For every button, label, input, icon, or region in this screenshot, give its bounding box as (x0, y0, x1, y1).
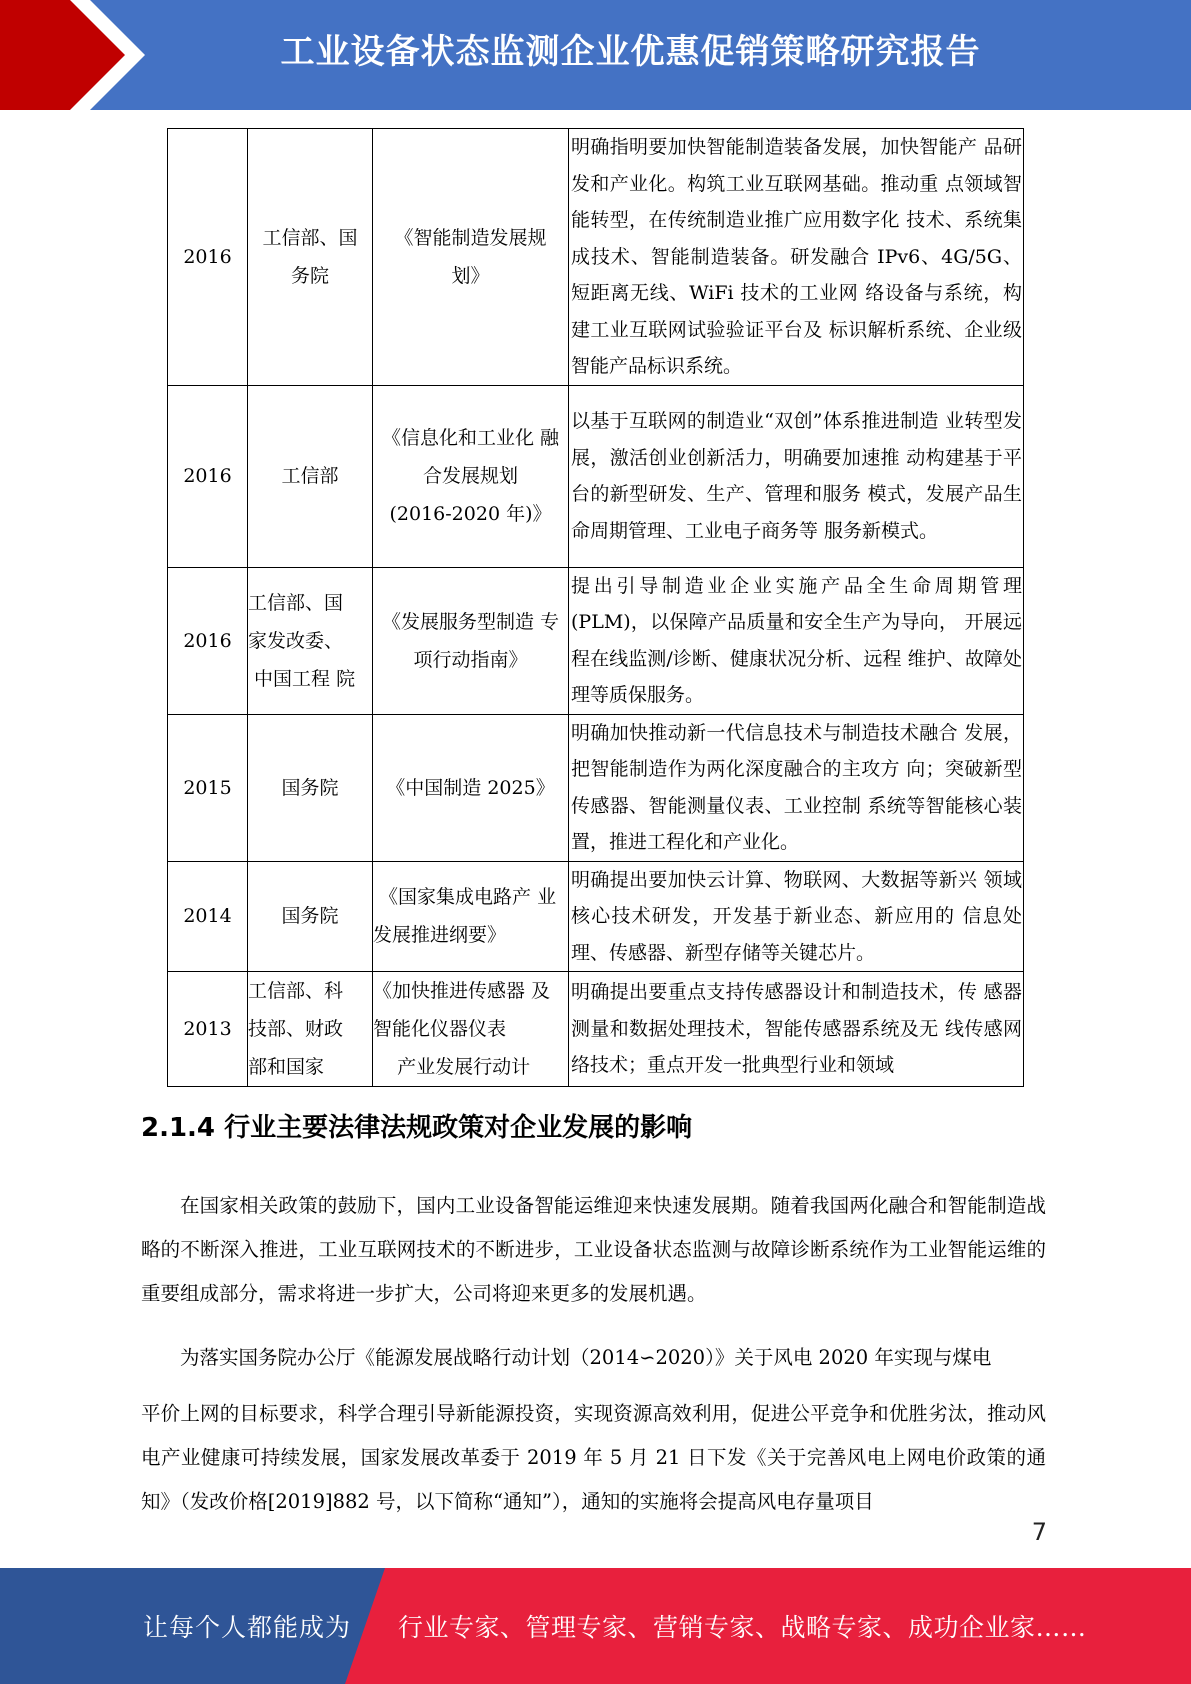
table-row (168, 567, 1024, 714)
year-cell: 2016 (168, 567, 248, 714)
footer-slogan-left: 让每个人都能成为 (143, 1613, 352, 1642)
page-header (0, 0, 1191, 110)
department-cell: 工信部、国 家发改委、 中国工程 院 (248, 567, 373, 714)
policy-name-cell: 《智能制造发展规 划》 (373, 129, 569, 386)
policy-description-cell: 明确提出要加快云计算、物联网、大数据等新兴 领域核心技术研发，开发基于新业态、新应用的 信息处理、传感器、新型存储等关键芯片。 (569, 861, 1024, 972)
policy-name-cell: 《加快推进传感器 及 智能化仪器仪表 产业发展行动计 (373, 972, 569, 1087)
department-cell: 国务院 (248, 861, 373, 972)
header-red-arrow-decoration (0, 0, 150, 110)
table-row (168, 129, 1024, 386)
department-cell: 工信部、国 务院 (248, 129, 373, 386)
year-cell: 2016 (168, 129, 248, 386)
policy-name-cell: 《国家集成电路产 业 发展推进纲要》 (373, 861, 569, 972)
policy-name-cell: 《发展服务型制造 专 项行动指南》 (373, 567, 569, 714)
policy-description-cell: 以基于互联网的制造业“双创”体系推进制造 业转型发展，激活创业创新活力，明确要加速推 动构建基于平台的新型研发、生产、管理和服务 模式，发展产品生命周期管理、工业电子商务等 服务新模式。 (569, 385, 1024, 567)
paragraph-line: 为落实国务院办公厅《能源发展战略行动计划（2014∽2020）》关于风电 2020 年实现与煤电 (180, 1346, 992, 1369)
policy-table (167, 128, 1024, 1087)
body-paragraph: 在国家相关政策的鼓励下，国内工业设备智能运维迎来快速发展期。随着我国两化融合和智能制造战略的不断深入推进，工业互联网技术的不断进步，工业设备状态监测与故障诊断系统作为工业智能运维的重要组成部分，需求将进一步扩大，公司将迎来更多的发展机遇。 (141, 1194, 1046, 1305)
report-title: 工业设备状态监测企业优惠促销策略研究报告 (280, 32, 981, 72)
year-cell: 2013 (168, 972, 248, 1087)
page-footer (0, 1568, 1191, 1684)
table-row (168, 972, 1024, 1087)
year-cell: 2015 (168, 714, 248, 861)
section-heading: 2.1.4 行业主要法律法规政策对企业发展的影响 (141, 1113, 693, 1143)
year-cell: 2014 (168, 861, 248, 972)
department-cell: 国务院 (248, 714, 373, 861)
page-number: 7 (1031, 1518, 1047, 1546)
table-row (168, 714, 1024, 861)
table-row (168, 385, 1024, 567)
policy-name-cell: 《中国制造 2025》 (373, 714, 569, 861)
department-cell: 工信部 (248, 385, 373, 567)
table-row (168, 861, 1024, 972)
policy-description-cell: 明确指明要加快智能制造装备发展，加快智能产 品研发和产业化。构筑工业互联网基础。推动重 点领域智能转型，在传统制造业推广应用数字化 技术、系统集成技术、智能制造装备。研发融合 IPv6、4G/5G、短距离无线、WiFi 技术的工业网 络设备与系统，构建工业互联网试验验证平台及 标识解析系统、企业级智能产品标识系统。 (569, 129, 1024, 386)
footer-slogan-right: 行业专家、管理专家、营销专家、战略专家、成功企业家…… (398, 1613, 1087, 1642)
policy-description-cell: 提出引导制造业企业实施产品全生命周期管理(PLM)，以保障产品质量和安全生产为导向， 开展远程在线监测/诊断、健康状况分析、远程 维护、故障处理等质保服务。 (569, 567, 1024, 714)
year-cell: 2016 (168, 385, 248, 567)
policy-description-cell: 明确加快推动新一代信息技术与制造技术融合 发展，把智能制造作为两化深度融合的主攻方 向；突破新型传感器、智能测量仪表、工业控制 系统等智能核心装置，推进工程化和产业化。 (569, 714, 1024, 861)
policy-description-cell: 明确提出要重点支持传感器设计和制造技术，传 感器测量和数据处理技术，智能传感器系统及无 线传感网络技术；重点开发一批典型行业和领域 (569, 972, 1024, 1087)
body-paragraph (141, 1336, 1046, 1524)
policy-name-cell: 《信息化和工业化 融 合发展规划 (2016-2020 年)》 (373, 385, 569, 567)
paragraph-continuation: 平价上网的目标要求，科学合理引导新能源投资，实现资源高效利用，促进公平竞争和优胜劣汰，推动风电产业健康可持续发展，国家发展改革委于 2019 年 5 月 21 日下发《关于完善风电上网电价政策的通知》（发改价格[2019]882 号，以下简称“通知”），通知的实施将会提高风电存量项目 (141, 1402, 1046, 1513)
department-cell: 工信部、科 技部、财政 部和国家 (248, 972, 373, 1087)
